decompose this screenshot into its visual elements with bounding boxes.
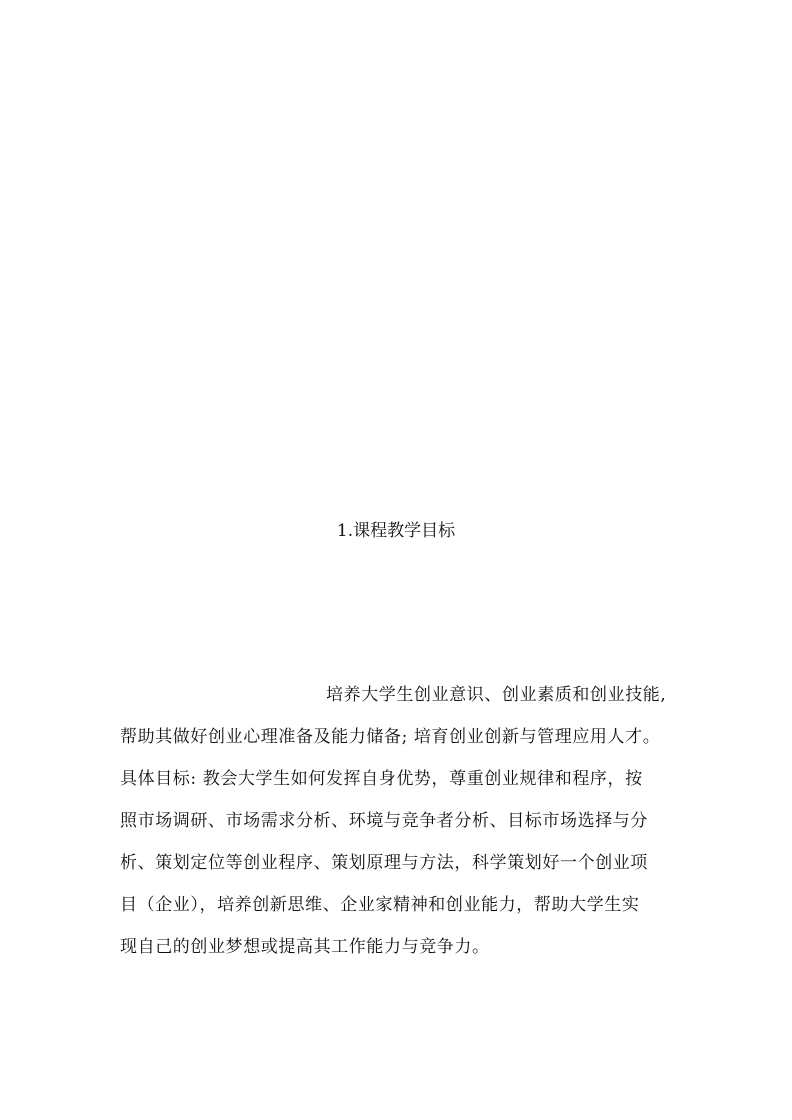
paragraph-line-1: 培养大学生创业意识、创业素质和创业技能, — [326, 685, 667, 705]
paragraph-line-4: 照市场调研、市场需求分析、环境与竞争者分析、目标市场选择与分 — [120, 811, 648, 831]
paragraph-line-6: 目（企业），培养创新思维、企业家精神和创业能力，帮助大学生实 — [120, 895, 640, 915]
paragraph-line-7: 现自己的创业梦想或提高其工作能力与竞争力。 — [120, 937, 490, 957]
objective-paragraph — [120, 683, 694, 977]
paragraph-line-3: 具体目标: 教会大学生如何发挥自身优势，尊重创业规律和程序，按 — [120, 769, 643, 789]
paragraph-line-2: 帮助其做好创业心理准备及能力储备; 培育创业创新与管理应用人才。 — [120, 727, 661, 747]
section-heading: 1.课程教学目标 — [336, 521, 456, 541]
paragraph-line-5: 析、策划定位等创业程序、策划原理与方法，科学策划好一个创业项 — [120, 853, 648, 873]
